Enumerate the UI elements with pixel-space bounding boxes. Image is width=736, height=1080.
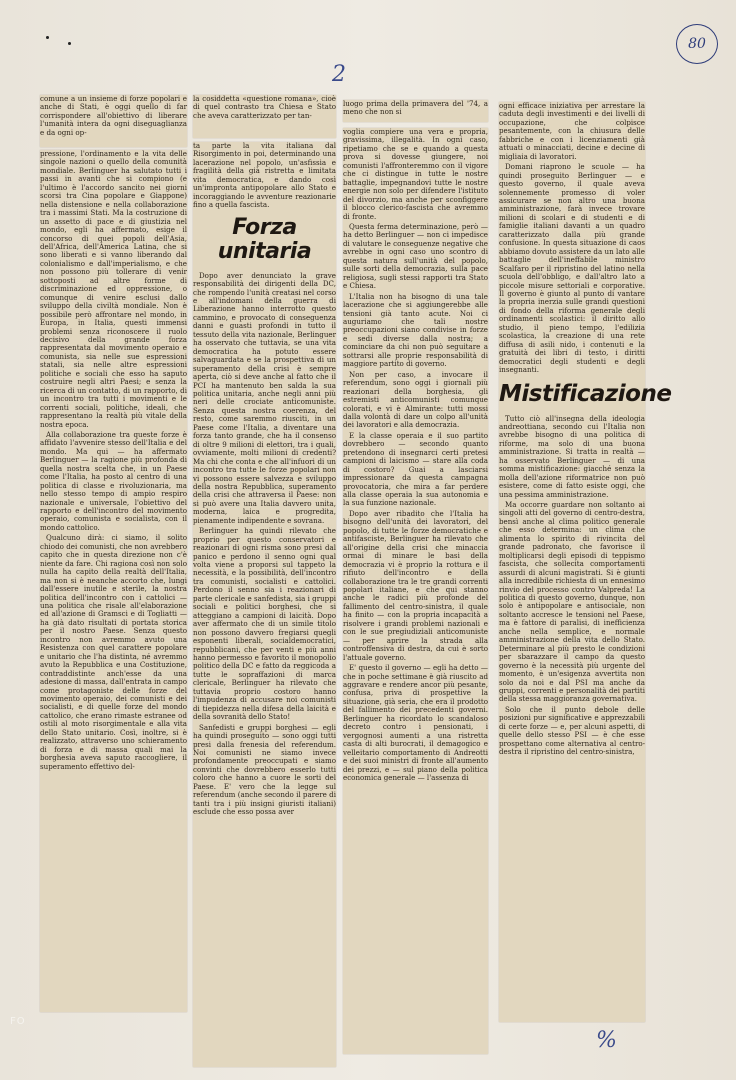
col4-paragraph: Tutto ciò all'insegna della ideologia andreottiana, secondo cui l'Italia non avrebbe bisogno di una politica di riforme, ma solo di una buona amministrazione. Si tratta in realtà — ha osservato Berlinguer — di una somma mistificazione: giacché senza la molla dell'azione riformatrice non può esistere, come di fatto esiste oggi, che una pessima amministrazione. bbox=[499, 413, 645, 499]
col1-top-text: comune a un insieme di forze popolari e anche di Stati, è oggi quello di far corrispondere all'obiettivo di liberare l'umanità intera da ogni diseguaglianza e da ogni op- bbox=[40, 94, 187, 137]
col4-paragraph: Ma occorre guardare non soltanto ai singoli atti del governo di centro-destra, bensì anche al clima politico generale che esso determina: un clima che alimenta lo spirito di rivincita del grande padronato, che favorisce il moltiplicarsi degli episodi di teppismo fascista, che sollecita comportamenti assurdi di alcuni magistrati. Si è giunti alla incredibile richiesta di un ennesimo rinvio del processo contro Valpreda! La politica di questo governo, dunque, non solo è antipopolare e antisociale, non soltanto accresce le tensioni nel Paese, ma è fattore di paralisi, di inefficienza anche nella semplice, e normale amministrazione della vita dello Stato. Determinare al più presto le condizioni per sbarazzare il campo da questo governo è la necessità più urgente del momento, è un'esigenza avvertita non solo da noi e dal PSI ma anche da gruppi, correnti e personalità dei partiti della stessa maggioranza governativa. bbox=[499, 500, 645, 704]
col1-paragraph: Alla collaborazione tra queste forze è affidato l'avvenire stesso dell'Italia e del mondo. Ma qui — ha affermato Berlinguer — la ragione più profonda di quella nostra scelta che, in un Paese come l'Italia, ha posto al centro di una politica di classe e rivoluzionaria, ma nello stesso tempo di ampio respiro nazionale e universale, l'obiettivo del rapporto e dell'incontro del movimento operaio, comunista e socialista, con il mondo cattolico. bbox=[40, 429, 187, 532]
clipping-col4 bbox=[499, 101, 672, 1022]
ink-dot bbox=[46, 36, 49, 39]
col3-paragraph: Questa ferma determinazione, però — ha detto Berlinguer — non ci impedisce di valutare le conseguenze negative che avrebbe in ogni caso uno scontro di questa natura sull'unità del popolo, sulle sorti della democrazia, sulla pace religiosa, sugli stessi rapporti tra Stato e Chiesa. bbox=[343, 221, 488, 291]
clipping-col3-body bbox=[343, 128, 488, 1054]
col2-paragraph: ta parte la vita italiana dal Risorgimento in poi, determinando una lacerazione nel popolo, un'asfissia e fragilità della già ristretta e limitata vita democratica, e dando così un'impronta antipopolare allo Stato e incoraggiando le avventure reazionarie fino a quella fascista. bbox=[193, 141, 336, 210]
col2-paragraph: Berlinguer ha quindi rilevato che proprio per questo conservatori e reazionari di ogni risma sono presi dal panico e perdono il senno ogni qual volta viene a proporsi sul tappeto la necessità, e la possibilità, dell'incontro tra comunisti, socialisti e cattolici. Perdono il senno sia i reazionari di parte clericale e sanfedista, sia i gruppi sociali e politici borghesi, che si atteggiano a campioni di laicità. Dopo aver affermato che di un simile titolo non possono davvero fregiarsi quegli esponenti liberali, socialdemocratici, repubblicani, che per venti e più anni hanno permesso e favorito il monopolio politico della DC e fatto da reggicoda a tutte le sopraffazioni di marca clericale, Berlinguer ha rilevato che tuttavia proprio costoro hanno l'impudenza di accusare noi comunisti di tiepidezza nella difesa della laicità e della sovranità dello Stato! bbox=[193, 526, 337, 722]
faded-watermark: FO bbox=[10, 1016, 26, 1027]
col3-paragraph: L'Italia non ha bisogno di una tale lacerazione che si aggiungerebbe alle tensioni già tanto acute. Noi ci auguriamo che tali nostre preoccupazioni siano condivise in forze e sedi diverse dalla nostra; a cominciare da chi non può seguitare a sottrarsi alle proprie responsabilità di maggiore partito di governo. bbox=[343, 291, 488, 369]
handwritten-page-number: 2 bbox=[332, 62, 346, 87]
col3-paragraph: Dopo aver ribadito che l'Italia ha bisogno dell'unità dei lavoratori, del popolo, di tutte le forze democratiche e antifasciste, Berlinguer ha rilevato che all'origine della crisi che minaccia ormai di minare le basi della democrazia vi è proprio la rottura e il rifiuto dell'incontro e della collaborazione tra le tre grandi correnti popolari italiane, e che qui stanno anche le radici più profonde del fallimento del centro-sinistra, il quale ha finito — con la propria incapacità a risolvere i grandi problemi nazionali e con le sue pregiudiziali anticomuniste — per aprire la strada alla controffensiva di destra, da cui è sorto l'attuale governo. bbox=[343, 508, 488, 662]
circled-number: 80 bbox=[688, 36, 706, 52]
headline-mistificazione: Mistificazione bbox=[499, 380, 672, 407]
headline-forza-unitaria: Forza unitaria bbox=[217, 214, 312, 264]
col4-paragraph: ogni efficace iniziativa per arrestare la caduta degli investimenti e dei livelli di occupazione, che colpisce pesantemente, con la chiusura delle fabbriche e con i licenziamenti già attuati o minacciati, decine e decine di migliaia di lavoratori. bbox=[499, 101, 645, 161]
clipping-col1-top bbox=[40, 95, 187, 147]
col3-paragraph: E' questo il governo — egli ha detto — che in poche settimane è già riuscito ad aggravare e rendere ancor più pesante, confusa, priva di prospettive la situazione, già seria, che era il prodotto del fallimento dei precedenti governi. Berlinguer ha ricordato lo scandaloso decreto contro i pensionati, i vergognosi aumenti a una ristretta casta di alti burocrati, il demagogico e velleitario comportamento di Andreotti e dei suoi ministri di fronte all'aumento dei prezzi, e — sul piano della politica economica generale — l'assenza di bbox=[343, 663, 488, 782]
col2-top-text: la cosiddetta «questione romana», cioè di quel contrasto tra Chiesa e Stato che aveva caratterizzato per tan- bbox=[193, 94, 336, 120]
circled-number-annotation bbox=[676, 24, 718, 64]
col3-paragraph: voglia compiere una vera e propria, gravissima, illegalità. In ogni caso, ripetiamo che se e quando a questa prova si dovesse giungere, noi comunisti l'affronteremmo con il vigore che ci distingue in tutte le nostre battaglie, impegnandovi tutte le nostre energie non solo per difendere l'istituto del divorzio, ma anche per sconfiggere il blocco clerico-fascista che avremmo di fronte. bbox=[343, 127, 488, 221]
clipping-col3-top bbox=[343, 100, 488, 122]
col3-top-text: luogo prima della primavera del '74, a meno che non si bbox=[343, 99, 488, 117]
col1-paragraph: pressione, l'ordinamento e la vita delle singole nazioni o quello della comunità mondiale. Berlinguer ha salutato tutti i passi in avanti che si compiono (e l'ultimo è l'accordo sancito nei giorni scorsi tra Cina popolare e Giappone) nella distensione e nella collaborazione tra i massimi Stati. Ma la costruzione di un assetto di pace e di giustizia nel mondo, egli ha affermato, esige il concorso di quei popoli dell'Asia, dell'Africa, dell'America Latina, che si sono liberati e si vanno liberando dal colonialismo e dall'imperialismo, e che non possono più tollerare di venir sottoposti ad altre forme di discriminazione ed oppressione, o comunque di venire esclusi dallo sviluppo della civiltà mondiale. Non è possibile però affrontare nel mondo, in Europa, in Italia, questi immensi problemi senza riconoscere il ruolo decisivo della grande forza rappresentata dal movimento operaio e comunista, sia nelle sue espressioni statali, sia nelle altre espressioni politiche e sociali che esso ha saputo costruire negli altri Paesi; e senza la ricerca di un contatto, di un rapporto, di un incontro tra tutti i movimenti e le correnti sociali, politiche, ideali, che rappresentano la realtà più vitale della nostra epoca. bbox=[40, 149, 187, 429]
col2-paragraph: Sanfedisti e gruppi borghesi — egli ha quindi proseguito — sono oggi tutti presi dalla frenesia del referendum. Noi comunisti ne siamo invece profondamente preoccupati e siamo convinti che dovrebbero esserlo tutti coloro che hanno a cuore le sorti del Paese. E' vero che la legge sul referendum (anche secondo il parere di tanti tra i più insigni giuristi italiani) esclude che esso possa aver bbox=[193, 722, 336, 817]
clipping-col1-body bbox=[40, 150, 187, 1012]
ink-dot bbox=[68, 42, 71, 45]
col3-paragraph: Non per caso, a invocare il referendum, sono oggi i giornali più reazionari della borghesia, gli estremisti anticomunisti comunque colorati, e vi è Almirante: tutti mossi dalla volontà di dare un colpo all'unità dei lavoratori e alla democrazia. bbox=[343, 369, 488, 430]
col4-paragraph: Domani riaprono le scuole — ha quindi proseguito Berlinguer — e questo governo, il quale aveva solennemente promesso di voler assicurare se non altro una buona amministrazione, farà invece trovare milioni di scolari e di studenti e di famiglie italiani davanti a un quadro caratterizzato dalla più grande confusione. In questa situazione di caos abbiamo dovuto assistere da un lato alle battaglie dell'ineffabile ministro Scalfaro per il ripristino del latino nella scuola dell'obbligo, e dall'altro lato a piccole misure settoriali e corporative. Il governo è giunto al punto di vantare la propria inerzia sulle grandi questioni di fondo della riforma generale degli ordinamenti scolastici: il diritto allo studio, il pieno tempo, l'edilizia scolastica, la creazione di una rete diffusa di asili nido, i contenuti e la gratuità dei libri di testo, i diritti democratici degli studenti e degli insegnanti. bbox=[499, 162, 645, 375]
handwritten-continuation-mark: % bbox=[596, 1028, 617, 1053]
col4-paragraph: Solo che il punto debole delle posizioni pur significative e apprezzabili di certe forze — e, per alcuni aspetti, di quelle dello stesso PSI — è che esse prospettano come alternativa al centro-destra il ripristino del centro-sinistra, bbox=[499, 704, 645, 757]
col3-paragraph: E la classe operaia e il suo partito dovrebbero — secondo quanto pretendono di insegnarci certi pretesi campioni di laicismo — stare alla coda di costoro? Guai a lasciarsi impressionare da questa campagna provocatoria, che mira a far perdere alla classe operaia la sua autonomia e la sua funzione nazionale. bbox=[343, 430, 488, 508]
col1-paragraph: Qualcuno dirà: ci siamo, il solito chiodo dei comunisti, che non avrebbero capito che in questa direzione non c'è niente da fare. Chi ragiona così non solo nulla ha capito della realtà dell'Italia, ma non si è neanche accorto che, lungi dall'essere inutile e sterile, la nostra politica dell'incontro con i cattolici — una politica che risale all'elaborazione ed all'azione di Gramsci e di Togliatti — ha già dato risultati di portata storica per il nostro Paese. Senza questo incontro non avremmo avuto una Resistenza con quel carattere popolare e unitario che l'ha distinta, né avremmo avuto la Repubblica e una Costituzione, contraddistinte anch'esse da una adesione di massa, dall'entrata in campo come protagoniste delle forze del movimento operaio, dei comunisti e dei socialisti, e di quelle forze del mondo cattolico, che erano rimaste estranee od ostili al moto risorgimentale e alla vita dello Stato unitario. Così, inoltre, si è realizzato, attraverso uno schieramento di forza e di massa quali mai la borghesia aveva saputo raccogliere, il superamento effettivo del- bbox=[40, 533, 187, 771]
clipping-col2-body bbox=[193, 142, 336, 1067]
clipping-col2-top bbox=[193, 95, 336, 138]
col2-paragraph: Dopo aver denunciato la grave responsabilità dei dirigenti della DC, che rompendo l'unità creatasi nel corso e all'indomani della guerra di Liberazione hanno interrotto questo cammino, e provocato di conseguenza danni e guasti profondi in tutto il tessuto della vita nazionale, Berlinguer ha osservato che tuttavia, se una vita democratica ha potuto essere salvaguardata e se la prospettiva di un superamento della crisi è sempre aperta, ciò si deve anche al fatto che il PCI ha mantenuto ben salda la sua politica unitaria, anche negli anni più neri delle crociate anticomuniste. Senza questa nostra coerenza, del resto, come saremmo riusciti, in un Paese come l'Italia, a diventare una forza tanto grande, che ha il consenso di oltre 9 milioni di elettori, tra i quali, ovviamente, molti milioni di credenti? Ma chi che conta e che all'infuori di un incontro tra tutte le forze popolari non vi possono essere salvezza e sviluppo della nostra Repubblica, superamento della crisi che attraversa il Paese: non si può avere una Italia davvero unita, moderna, laica e progredita, pienamente indipendente e sovrana. bbox=[193, 270, 336, 525]
